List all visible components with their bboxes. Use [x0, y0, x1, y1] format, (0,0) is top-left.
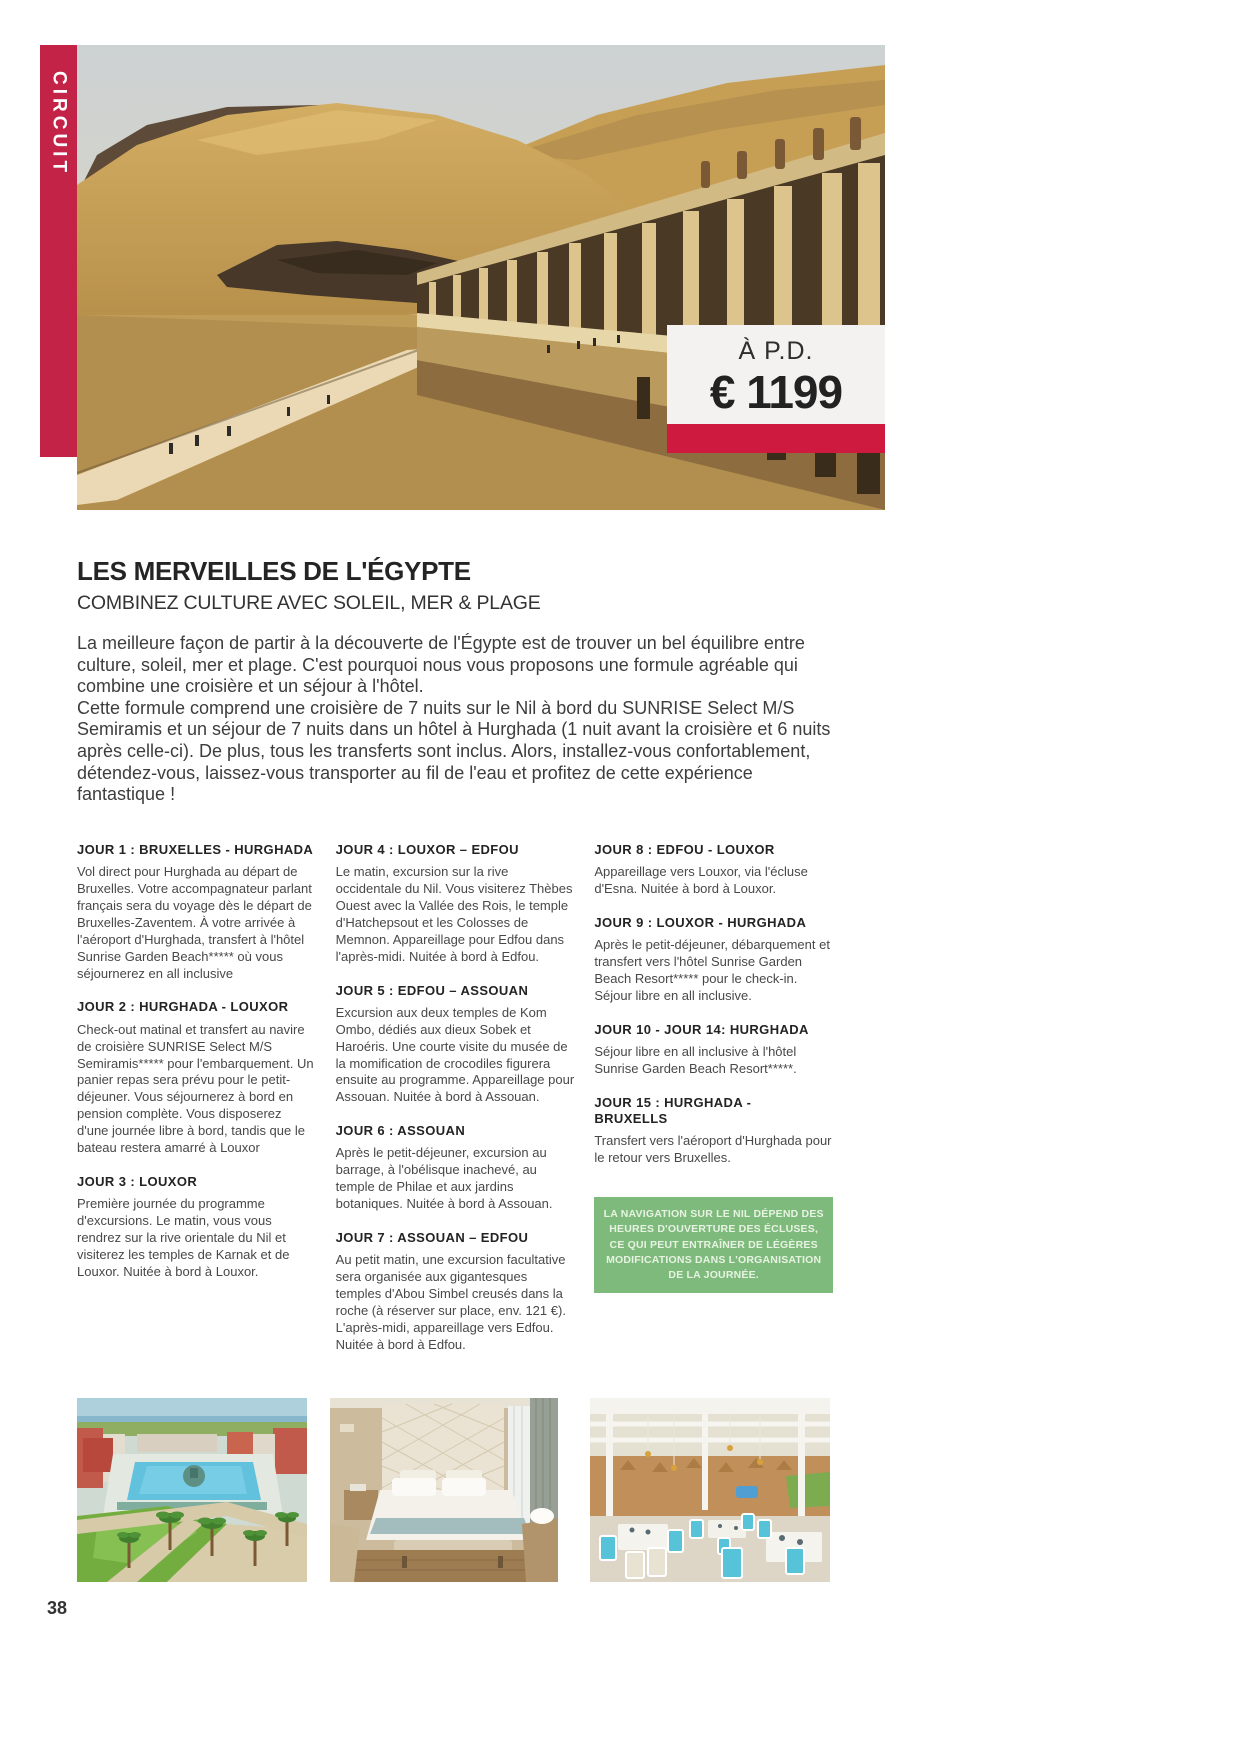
- day-entry: [336, 1123, 575, 1213]
- price-badge: [667, 325, 885, 453]
- itinerary: [77, 842, 833, 1371]
- day-title: JOUR 3 : LOUXOR: [77, 1173, 198, 1189]
- day-title: JOUR 10 - JOUR 14: HURGHADA: [594, 1021, 809, 1037]
- day-description: Le matin, excursion sur la rive occidentale du Nil. Vous visiterez Thèbes Ouest avec la Vallée des Rois, le temple d'Hatchepsout et les Colosses de Memnon. Appareillage pour Edfou dans l'après-midi. Nuitée à bord à Edfou.: [335, 864, 573, 964]
- itinerary-column-1: [77, 842, 316, 1371]
- day-entry: [594, 1022, 833, 1078]
- day-description: Après le petit-déjeuner, excursion au barrage, à l'obélisque inachevé, au temple de Philae et aux jardins botaniques. Nuitée à bord à Assouan.: [335, 1145, 553, 1212]
- day-entry: [594, 842, 833, 898]
- day-entry: [336, 1230, 575, 1354]
- day-title: JOUR 2 : HURGHADA - LOUXOR: [77, 999, 289, 1015]
- day-title: JOUR 5 : EDFOU – ASSOUAN: [335, 982, 529, 998]
- day-title: JOUR 8 : EDFOU - LOUXOR: [594, 842, 775, 857]
- day-title: JOUR 15 : HURGHADA - BRUXELLS: [594, 1094, 752, 1127]
- itinerary-column-2: [336, 842, 575, 1371]
- day-entry: [594, 1095, 833, 1167]
- day-description: Première journée du programme d'excursions. Le matin, vous vous rendrez sur la rive orientale du Nil et visiterez les temples de Karnak et de Louxor. Nuitée à bord à Louxor.: [77, 1196, 290, 1279]
- day-entry: [336, 842, 575, 966]
- day-description: Séjour libre en all inclusive à l'hôtel Sunrise Garden Beach Resort*****.: [594, 1044, 797, 1076]
- day-entry: [77, 1174, 316, 1281]
- price-box: [667, 325, 885, 424]
- day-title: JOUR 7 : ASSOUAN – EDFOU: [335, 1230, 529, 1245]
- page-subtitle: COMBINEZ CULTURE AVEC SOLEIL, MER & PLAGE: [77, 592, 541, 614]
- intro-text: [77, 633, 835, 806]
- hotel-room-photo: [330, 1398, 558, 1582]
- day-description: Excursion aux deux temples de Kom Ombo, dédiés aux dieux Sobek et Haroéris. Une courte visite du musée de la momification de crocodiles figurera ensuite au programme. Appareillage pour Assouan. Nuitée à bord à Assouan.: [335, 1004, 575, 1105]
- day-description: Vol direct pour Hurghada au départ de Bruxelles. Votre accompagnateur parlant français sera du voyage dès le départ de Bruxelles-Zaventem. À votre arrivée à l'aéroport d'Hurghada, transfert à l'hôtel Sunrise Garden Beach***** où vous séjournerez en all inclusive: [77, 864, 312, 981]
- day-entry: [594, 915, 833, 1005]
- resort-pool-illustration: [77, 1398, 307, 1582]
- navigation-notice: LA NAVIGATION SUR LE NIL DÉPEND DES HEURES D'OUVERTURE DES ÉCLUSES, CE QUI PEUT ENTRAÎNER DE LÉGÈRES MODIFICATIONS DANS L'ORGANISATION DE LA JOURNÉE.: [594, 1197, 833, 1293]
- day-title: JOUR 9 : LOUXOR - HURGHADA: [594, 915, 807, 931]
- day-title: JOUR 6 : ASSOUAN: [335, 1123, 466, 1139]
- circuit-ribbon-label: CIRCUIT: [48, 71, 70, 177]
- day-description: Check-out matinal et transfert au navire de croisière SUNRISE Select M/S Semiramis***** pour l'embarquement. Un panier repas sera prévu pour le petit-déjeuner. Vous séjournerez à bord en pension complète. Vous disposerez d'une journée libre à bord, tandis que le bateau restera amarré à Louxor: [77, 1021, 314, 1155]
- day-title: JOUR 1 : BRUXELLES - HURGHADA: [77, 842, 314, 857]
- circuit-ribbon: [40, 45, 77, 457]
- day-entry: [77, 842, 316, 982]
- price-value: € 1199: [709, 366, 843, 418]
- day-title: JOUR 4 : LOUXOR – EDFOU: [335, 842, 519, 857]
- day-description: Après le petit-déjeuner, débarquement et transfert vers l'hôtel Sunrise Garden Beach Resort***** pour le check-in. Séjour libre en all inclusive.: [594, 937, 830, 1003]
- restaurant-terrace-illustration: [590, 1398, 830, 1582]
- day-description: Appareillage vers Louxor, via l'écluse d'Esna. Nuitée à bord à Louxor.: [594, 864, 808, 897]
- page-number: 38: [47, 1598, 68, 1618]
- restaurant-terrace-photo: [590, 1398, 830, 1582]
- day-entry: [77, 999, 316, 1156]
- day-entry: [336, 983, 575, 1107]
- itinerary-column-3: [594, 842, 833, 1371]
- price-prefix: À P.D.: [738, 337, 814, 365]
- day-description: Au petit matin, une excursion facultative sera organisée aux gigantesques temples d'Abou Simbel creusés dans la roche (à réserver sur place, env. 121 €). L'après-midi, appareillage vers Edfou. Nuitée à bord à Edfou.: [335, 1252, 566, 1352]
- page-title: LES MERVEILLES DE L'ÉGYPTE: [77, 556, 471, 586]
- resort-pool-photo: [77, 1398, 307, 1582]
- headline-block: [77, 556, 541, 615]
- price-accent-bar: [667, 424, 885, 453]
- day-description: Transfert vers l'aéroport d'Hurghada pour le retour vers Bruxelles.: [594, 1133, 832, 1166]
- intro-paragraph-1: La meilleure façon de partir à la découverte de l'Égypte est de trouver un bel équilibre entre culture, soleil, mer et plage. C'est pourquoi nous vous proposons une formule agréable qui combine une croisière et un séjour à l'hôtel.: [77, 633, 805, 697]
- hotel-room-illustration: [330, 1398, 558, 1582]
- intro-paragraph-2: Cette formule comprend une croisière de 7 nuits sur le Nil à bord du SUNRISE Select M/S Semiramis et un séjour de 7 nuits dans un hôtel à Hurghada (1 nuit avant la croisière et 6 nuits après celle-ci). De plus, tous les transferts sont inclus. Alors, installez-vous confortablement, détendez-vous, laissez-vous transporter au fil de l'eau et profitez de cette expérience fantastique !: [77, 697, 831, 805]
